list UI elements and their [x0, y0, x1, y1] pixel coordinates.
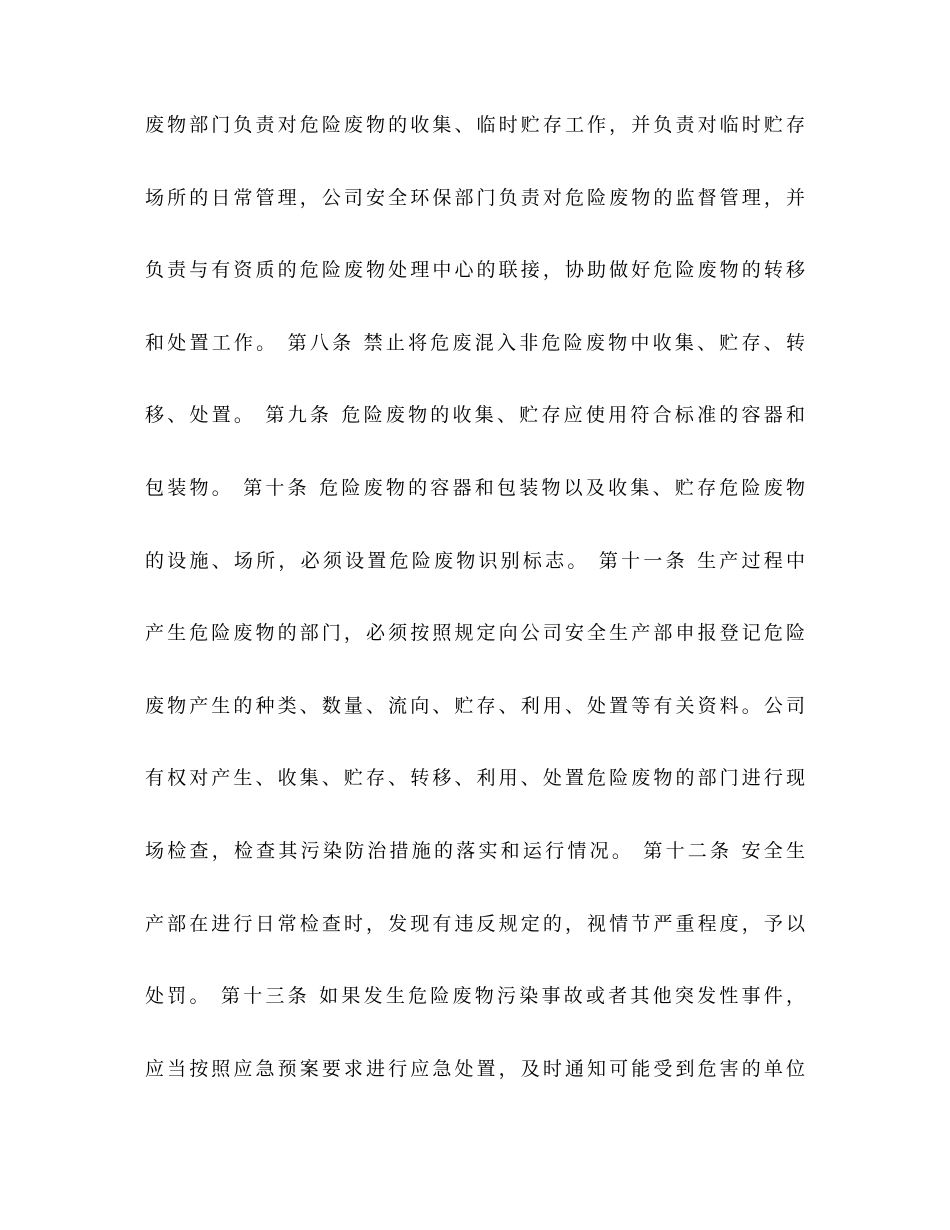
text-line: 包装物。 第十条 危险废物的容器和包装物以及收集、贮存危险废物	[145, 476, 805, 499]
text-line: 产部在进行日常检查时，发现有违反规定的，视情节严重程度，予以	[145, 912, 805, 935]
text-line: 应当按照应急预案要求进行应急处置，及时通知可能受到危害的单位	[145, 1057, 805, 1080]
text-line: 废物产生的种类、数量、流向、贮存、利用、处置等有关资料。公司	[145, 694, 805, 717]
text-line: 移、处置。 第九条 危险废物的收集、贮存应使用符合标准的容器和	[145, 404, 805, 427]
text-line: 场检查，检查其污染防治措施的落实和运行情况。 第十二条 安全生	[145, 839, 805, 862]
text-line: 负责与有资质的危险废物处理中心的联接，协助做好危险废物的转移	[145, 259, 805, 282]
text-line: 和处置工作。 第八条 禁止将危废混入非危险废物中收集、贮存、转	[145, 331, 805, 354]
text-line: 有权对产生、收集、贮存、转移、利用、处置危险废物的部门进行现	[145, 767, 805, 790]
text-line: 废物部门负责对危险废物的收集、临时贮存工作，并负责对临时贮存	[145, 114, 805, 136]
text-line: 的设施、场所，必须设置危险废物识别标志。 第十一条 生产过程中	[145, 549, 805, 572]
text-line: 场所的日常管理，公司安全环保部门负责对危险废物的监督管理，并	[145, 186, 805, 209]
text-line: 产生危险废物的部门，必须按照规定向公司安全生产部申报登记危险	[145, 622, 805, 645]
text-line: 处罚。 第十三条 如果发生危险废物污染事故或者其他突发性事件，	[145, 985, 805, 1008]
body-text	[145, 116, 805, 1132]
